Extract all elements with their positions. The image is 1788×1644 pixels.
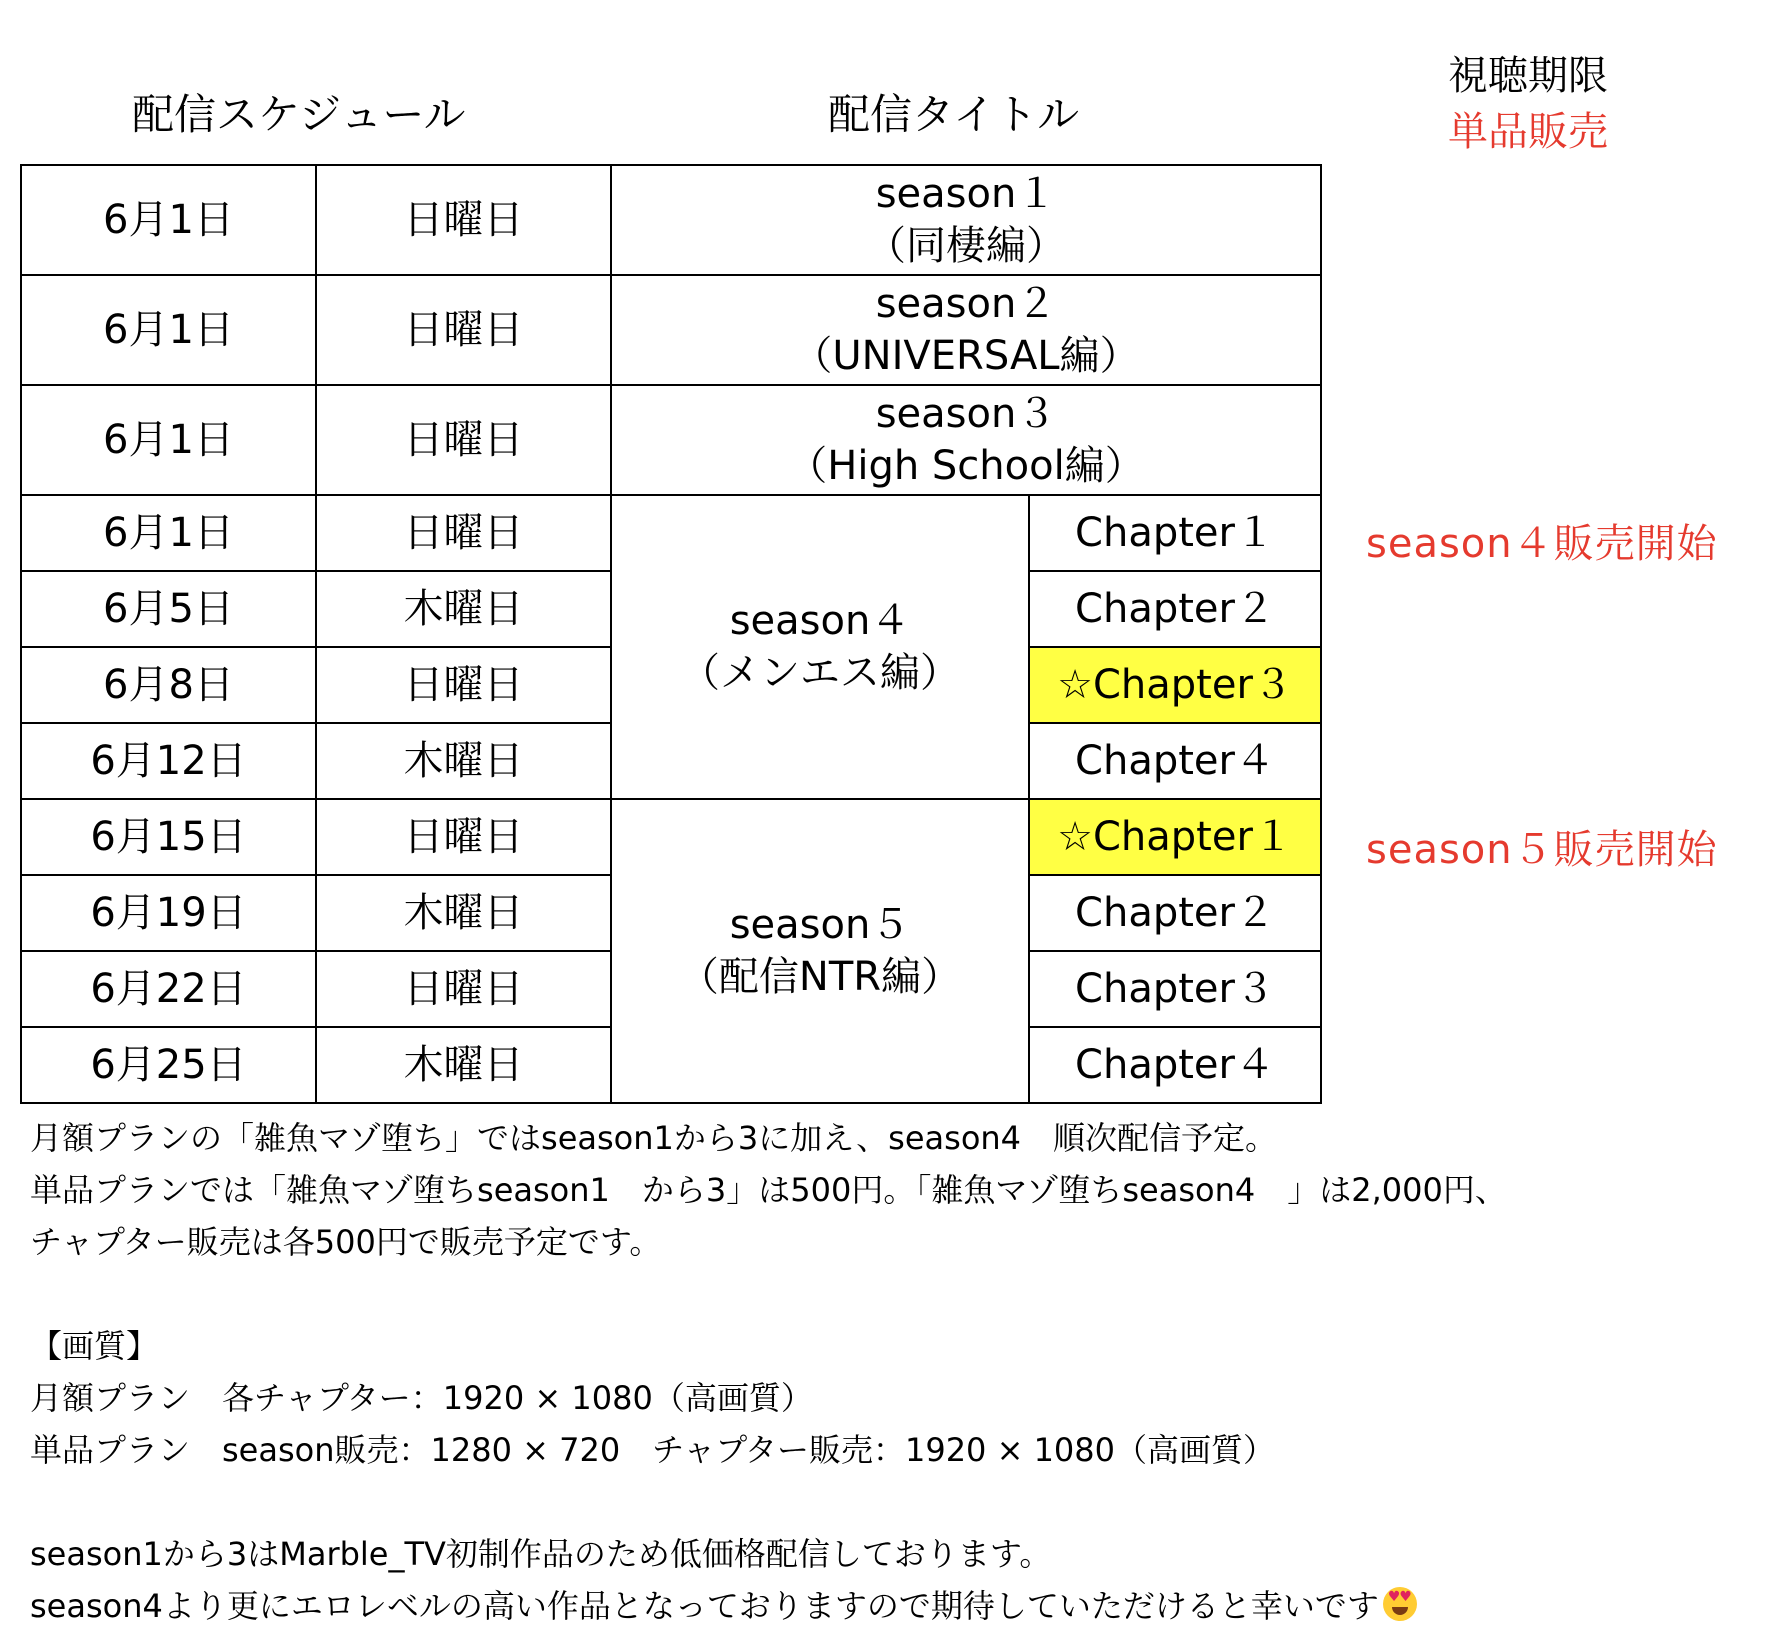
chapter-cell: Chapter１ (1029, 495, 1321, 571)
note-line: season1から3はMarble_TV初制作品のため低価格配信しております。 (30, 1535, 1052, 1573)
day-cell: 日曜日 (316, 799, 611, 875)
table-row (21, 385, 1321, 495)
season-title-cell (611, 165, 1321, 275)
day-cell: 木曜日 (316, 1027, 611, 1103)
schedule-table (20, 164, 1322, 1104)
quality-heading: 【画質】 (30, 1327, 159, 1365)
day-cell: 木曜日 (316, 875, 611, 951)
note-line: 月額プラン 各チャプター：1920 × 1080（高画質） (30, 1379, 813, 1417)
season-subtitle: （UNIVERSAL編） (792, 333, 1140, 379)
date-cell: 6月19日 (21, 875, 316, 951)
note-line: 単品プランでは「雑魚マゾ堕ちseason1 から3」は500円。「雑魚マゾ堕ちseason4 」は2,000円、 (30, 1171, 1507, 1209)
chapter-cell: Chapter４ (1029, 1027, 1321, 1103)
season-name: season５ (729, 902, 911, 948)
season4-sale-note: season４販売開始 (1366, 521, 1718, 567)
day-cell: 日曜日 (316, 275, 611, 385)
spacer (30, 1476, 1770, 1528)
chapter-cell: Chapter３ (1029, 951, 1321, 1027)
chapter-cell-highlighted: ☆Chapter１ (1029, 799, 1321, 875)
table-row (21, 495, 1321, 571)
date-cell: 6月15日 (21, 799, 316, 875)
note-line-text: season4より更にエロレベルの高い作品となっておりますので期待していただけると幸いです (30, 1587, 1379, 1625)
schedule-header: 配信スケジュール (132, 90, 466, 139)
table-row (21, 275, 1321, 385)
chapter-cell-highlighted: ☆Chapter３ (1029, 647, 1321, 723)
day-cell: 木曜日 (316, 723, 611, 799)
chapter-cell: Chapter２ (1029, 571, 1321, 647)
season-title-cell (611, 495, 1029, 799)
season-name: season１ (875, 171, 1057, 217)
season-name: season４ (729, 598, 911, 644)
date-cell: 6月1日 (21, 385, 316, 495)
title-header: 配信タイトル (828, 90, 1080, 139)
notes-section (30, 1112, 1770, 1632)
chapter-cell: Chapter２ (1029, 875, 1321, 951)
day-cell: 日曜日 (316, 165, 611, 275)
note-line-final (30, 1580, 1770, 1632)
season-subtitle: （配信NTR編） (678, 954, 962, 1000)
season-name: season２ (875, 281, 1057, 327)
day-cell: 日曜日 (316, 385, 611, 495)
note-line: チャプター販売は各500円で販売予定です。 (30, 1223, 662, 1261)
date-cell: 6月12日 (21, 723, 316, 799)
season-subtitle: （High School編） (787, 443, 1145, 489)
heart-eyes-emoji-icon (1383, 1587, 1417, 1621)
date-cell: 6月22日 (21, 951, 316, 1027)
expiry-label: 視聴期限 (1448, 53, 1608, 99)
date-cell: 6月1日 (21, 495, 316, 571)
day-cell: 日曜日 (316, 495, 611, 571)
season-title-cell (611, 275, 1321, 385)
chapter-cell: Chapter４ (1029, 723, 1321, 799)
expiry-header (1448, 48, 1608, 160)
day-cell: 日曜日 (316, 951, 611, 1027)
season5-sale-note: season５販売開始 (1366, 827, 1718, 873)
single-sale-label: 単品販売 (1448, 109, 1608, 155)
season-subtitle: （メンエス編） (680, 650, 960, 696)
table-row (21, 165, 1321, 275)
date-cell: 6月5日 (21, 571, 316, 647)
date-cell: 6月1日 (21, 165, 316, 275)
spacer (30, 1268, 1770, 1320)
date-cell: 6月1日 (21, 275, 316, 385)
note-line: 単品プラン season販売：1280 × 720 チャプター販売：1920 × 1080（高画質） (30, 1431, 1276, 1469)
date-cell: 6月25日 (21, 1027, 316, 1103)
date-cell: 6月8日 (21, 647, 316, 723)
season-name: season３ (875, 391, 1057, 437)
day-cell: 日曜日 (316, 647, 611, 723)
day-cell: 木曜日 (316, 571, 611, 647)
table-row (21, 799, 1321, 875)
season-title-cell (611, 385, 1321, 495)
season-subtitle: （同棲編） (866, 223, 1066, 269)
season-title-cell (611, 799, 1029, 1103)
note-line: 月額プランの「雑魚マゾ堕ち」ではseason1から3に加え、season4 順次配信予定。 (30, 1119, 1278, 1157)
